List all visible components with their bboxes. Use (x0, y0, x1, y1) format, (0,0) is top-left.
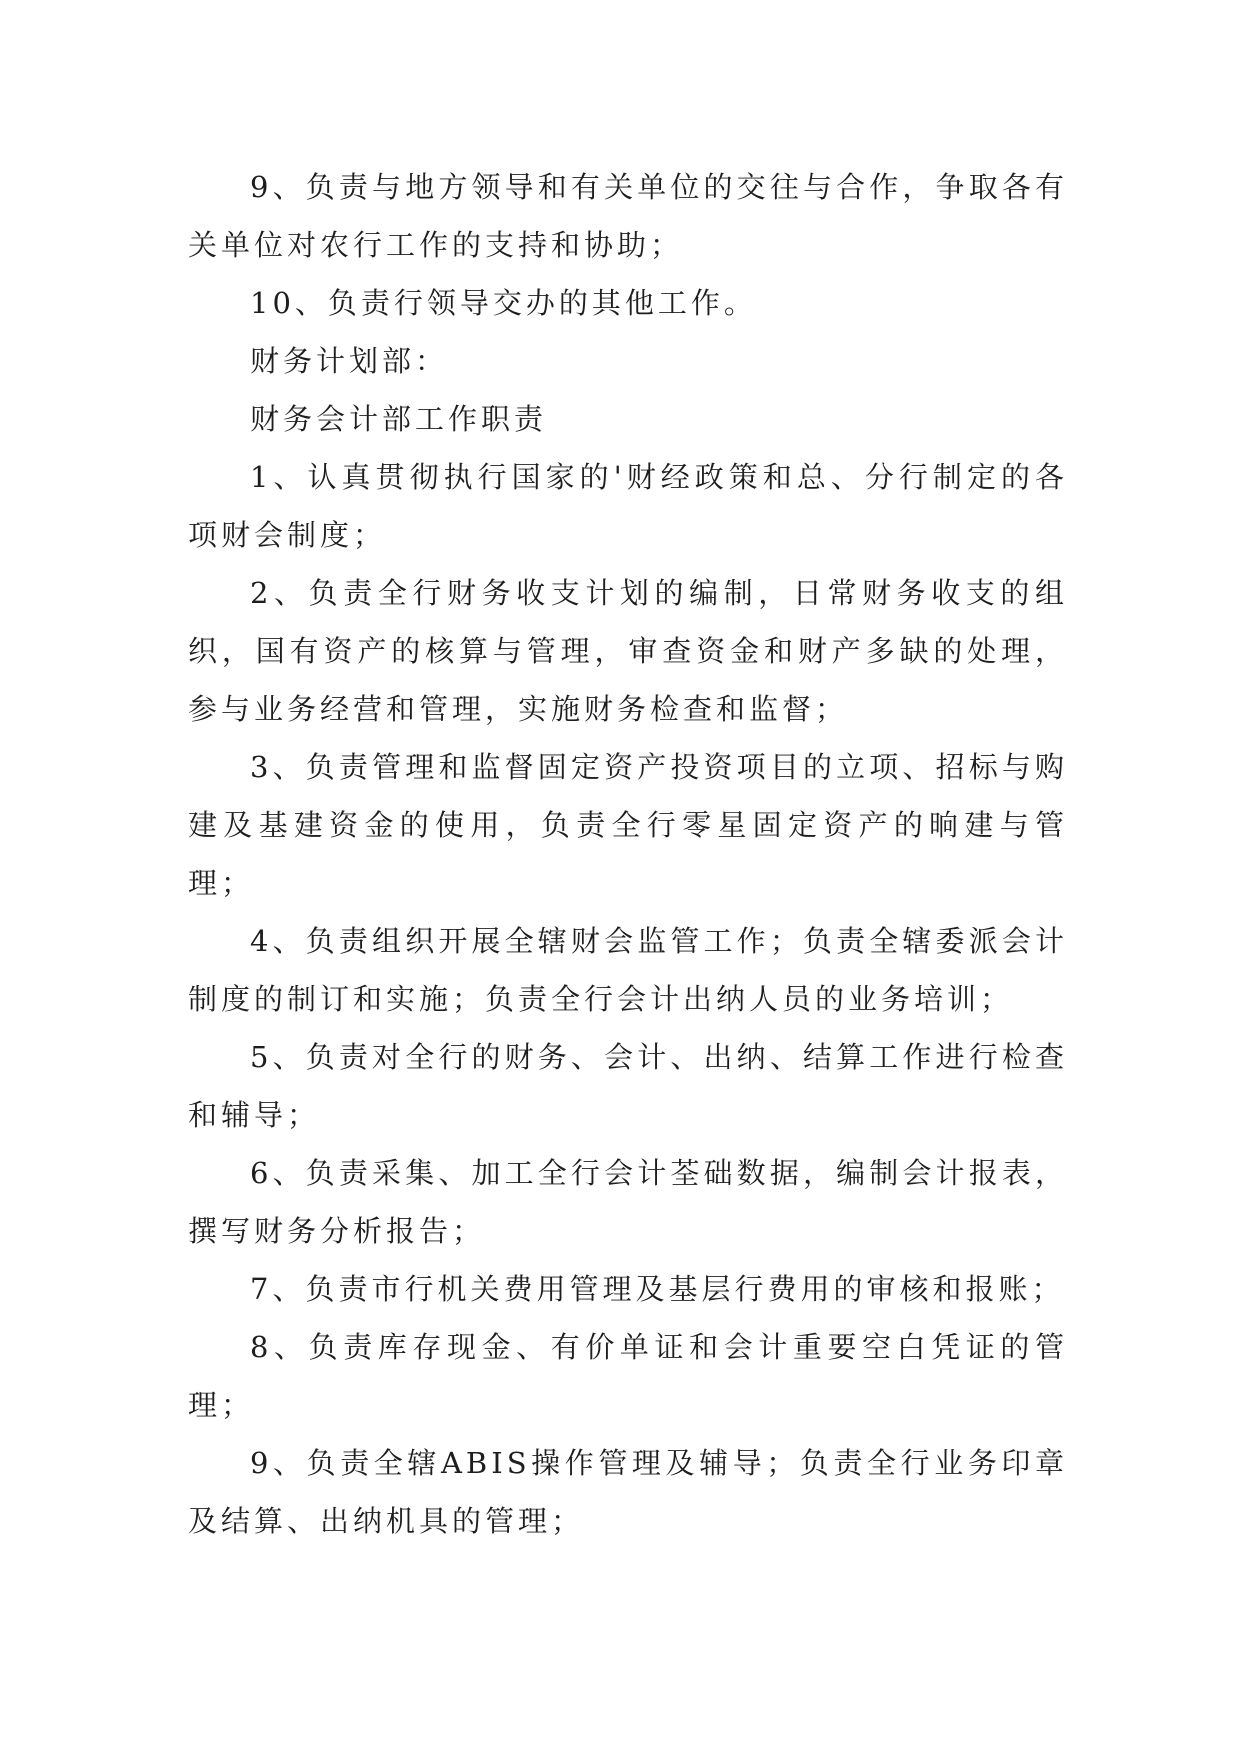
paragraph-accounting-duty-2: 2、负责全行财务收支计划的编制，日常财务收支的组织，国有资产的核算与管理，审查资金和财产多缺的处理，参与业务经营和管理，实施财务检查和监督； (188, 576, 1068, 726)
section-subheading-accounting-duties: 财务会计部工作职责 (250, 402, 548, 436)
paragraph-accounting-duty-9: 9、负责全辖ABIS操作管理及辅导；负责全行业务印章及结算、出纳机具的管理； (188, 1446, 1068, 1538)
paragraph-accounting-duty-8: 8、负责库存现金、有价单证和会计重要空白凭证的管理； (188, 1330, 1068, 1422)
paragraph-accounting-duty-7: 7、负责市行机关费用管理及基层行费用的审核和报账； (250, 1272, 1065, 1306)
document-body (188, 158, 1068, 1550)
paragraph-accounting-duty-5: 5、负责对全行的财务、会计、出纳、结算工作进行检查和辅导； (188, 1040, 1068, 1132)
paragraph-duty-9-liaison: 9、负责与地方领导和有关单位的交往与合作，争取各有关单位对农行工作的支持和协助； (188, 170, 1068, 262)
paragraph-accounting-duty-6: 6、负责采集、加工全行会计荃础数据，编制会计报表，撰写财务分析报告； (188, 1156, 1068, 1248)
paragraph-accounting-duty-3: 3、负责管理和监督固定资产投资项目的立项、招标与购建及基建资金的使用，负责全行零星固定资产的晌建与管理； (188, 750, 1068, 900)
paragraph-accounting-duty-4: 4、负责组织开展全辖财会监管工作；负责全辖委派会计制度的制订和实施；负责全行会计出纳人员的业务培训； (188, 924, 1068, 1016)
section-heading-finance-planning: 财务计划部： (250, 344, 449, 378)
paragraph-accounting-duty-1: 1、认真贯彻执行国家的'财经政策和总、分行制定的各项财会制度； (188, 460, 1068, 552)
paragraph-duty-10-other: 10、负责行领导交办的其他工作。 (250, 286, 757, 320)
